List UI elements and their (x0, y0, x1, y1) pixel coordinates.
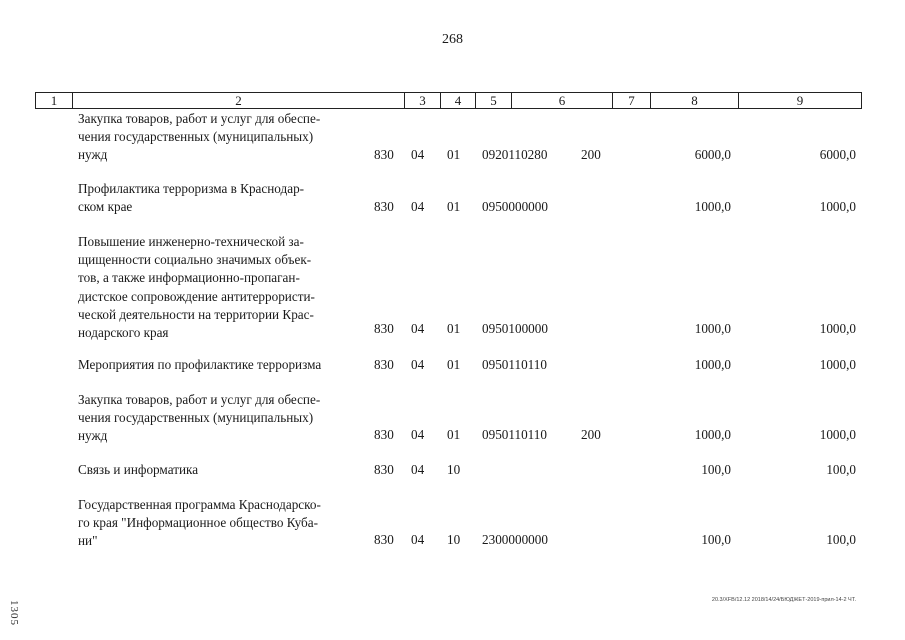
row-col-6: 0950100000 (482, 321, 548, 336)
row-col-3: 830 (374, 199, 394, 214)
row-col-6: 0920110280 (482, 147, 548, 162)
row-col-6: 0950110110 (482, 357, 547, 372)
row-col-8: 1000,0 (694, 357, 731, 372)
row-description: Связь и информатика (78, 462, 199, 477)
row-col-3: 830 (374, 427, 394, 442)
row-col-9: 1000,0 (819, 321, 856, 336)
row-description: Государственная программа Краснодарско- го края "Информационное общество Куба- ни" (78, 497, 321, 549)
row-description: Закупка товаров, работ и услуг для обеспе- чения государственных (муниципальных) нужд (78, 392, 321, 444)
row-col-8: 100,0 (701, 532, 731, 547)
header-col-5: 5 (475, 93, 511, 108)
header-col-8: 8 (650, 93, 738, 108)
row-description: Профилактика терроризма в Краснодар- ском крае (78, 181, 305, 215)
row-description: Повышение инженерно-технической за- щищенности социально значимых объек- тов, а также информационно-пропаган- дистское сопровождение антитеррористи- ческой деятельности на территории Крас- нодарского края (78, 234, 315, 341)
row-col-4: 04 (411, 462, 425, 477)
row-col-4: 04 (411, 321, 425, 336)
header-col-2: 2 (72, 93, 404, 108)
row-col-8: 6000,0 (694, 147, 731, 162)
row-col-5: 10 (447, 462, 461, 477)
row-col-4: 04 (411, 357, 425, 372)
row-col-5: 10 (447, 532, 461, 547)
row-col-3: 830 (374, 357, 394, 372)
row-col-9: 100,0 (826, 462, 856, 477)
row-col-9: 1000,0 (819, 427, 856, 442)
row-col-5: 01 (447, 147, 461, 162)
row-col-7: 200 (581, 427, 601, 442)
row-col-4: 04 (411, 427, 425, 442)
row-col-5: 01 (447, 321, 461, 336)
row-col-9: 6000,0 (819, 147, 856, 162)
row-col-9: 1000,0 (819, 357, 856, 372)
row-col-5: 01 (447, 199, 461, 214)
row-col-5: 01 (447, 427, 461, 442)
row-col-4: 04 (411, 199, 425, 214)
row-description: Мероприятия по профилактике терроризма (78, 357, 322, 372)
table-header-row (35, 92, 862, 109)
page-number: 268 (442, 32, 463, 47)
row-col-6: 2300000000 (482, 532, 548, 547)
row-col-6: 0950110110 (482, 427, 547, 442)
row-col-4: 04 (411, 532, 425, 547)
row-col-9: 1000,0 (819, 199, 856, 214)
row-col-8: 1000,0 (694, 321, 731, 336)
header-col-1: 1 (50, 93, 58, 108)
header-col-6: 6 (511, 93, 612, 108)
row-col-6: 0950000000 (482, 199, 548, 214)
header-col-7: 7 (612, 93, 650, 108)
row-col-8: 1000,0 (694, 427, 731, 442)
row-col-8: 100,0 (701, 462, 731, 477)
row-col-7: 200 (581, 147, 601, 162)
row-col-3: 830 (374, 462, 394, 477)
header-col-9: 9 (738, 93, 861, 108)
row-description: Закупка товаров, работ и услуг для обеспе- чения государственных (муниципальных) нужд (78, 111, 321, 163)
row-col-5: 01 (447, 357, 461, 372)
header-col-3: 3 (404, 93, 440, 108)
row-col-3: 830 (374, 532, 394, 547)
row-col-4: 04 (411, 147, 425, 162)
row-col-3: 830 (374, 147, 394, 162)
header-col-4: 4 (440, 93, 475, 108)
side-page-mark: 1305 (8, 600, 20, 626)
row-col-9: 100,0 (826, 532, 856, 547)
row-col-8: 1000,0 (694, 199, 731, 214)
row-col-3: 830 (374, 321, 394, 336)
footer-reference: 20.3/XFB/12.12 2018/14/24/БЮДЖЕТ-2019-прил-14-2 ЧТ. (711, 597, 856, 603)
